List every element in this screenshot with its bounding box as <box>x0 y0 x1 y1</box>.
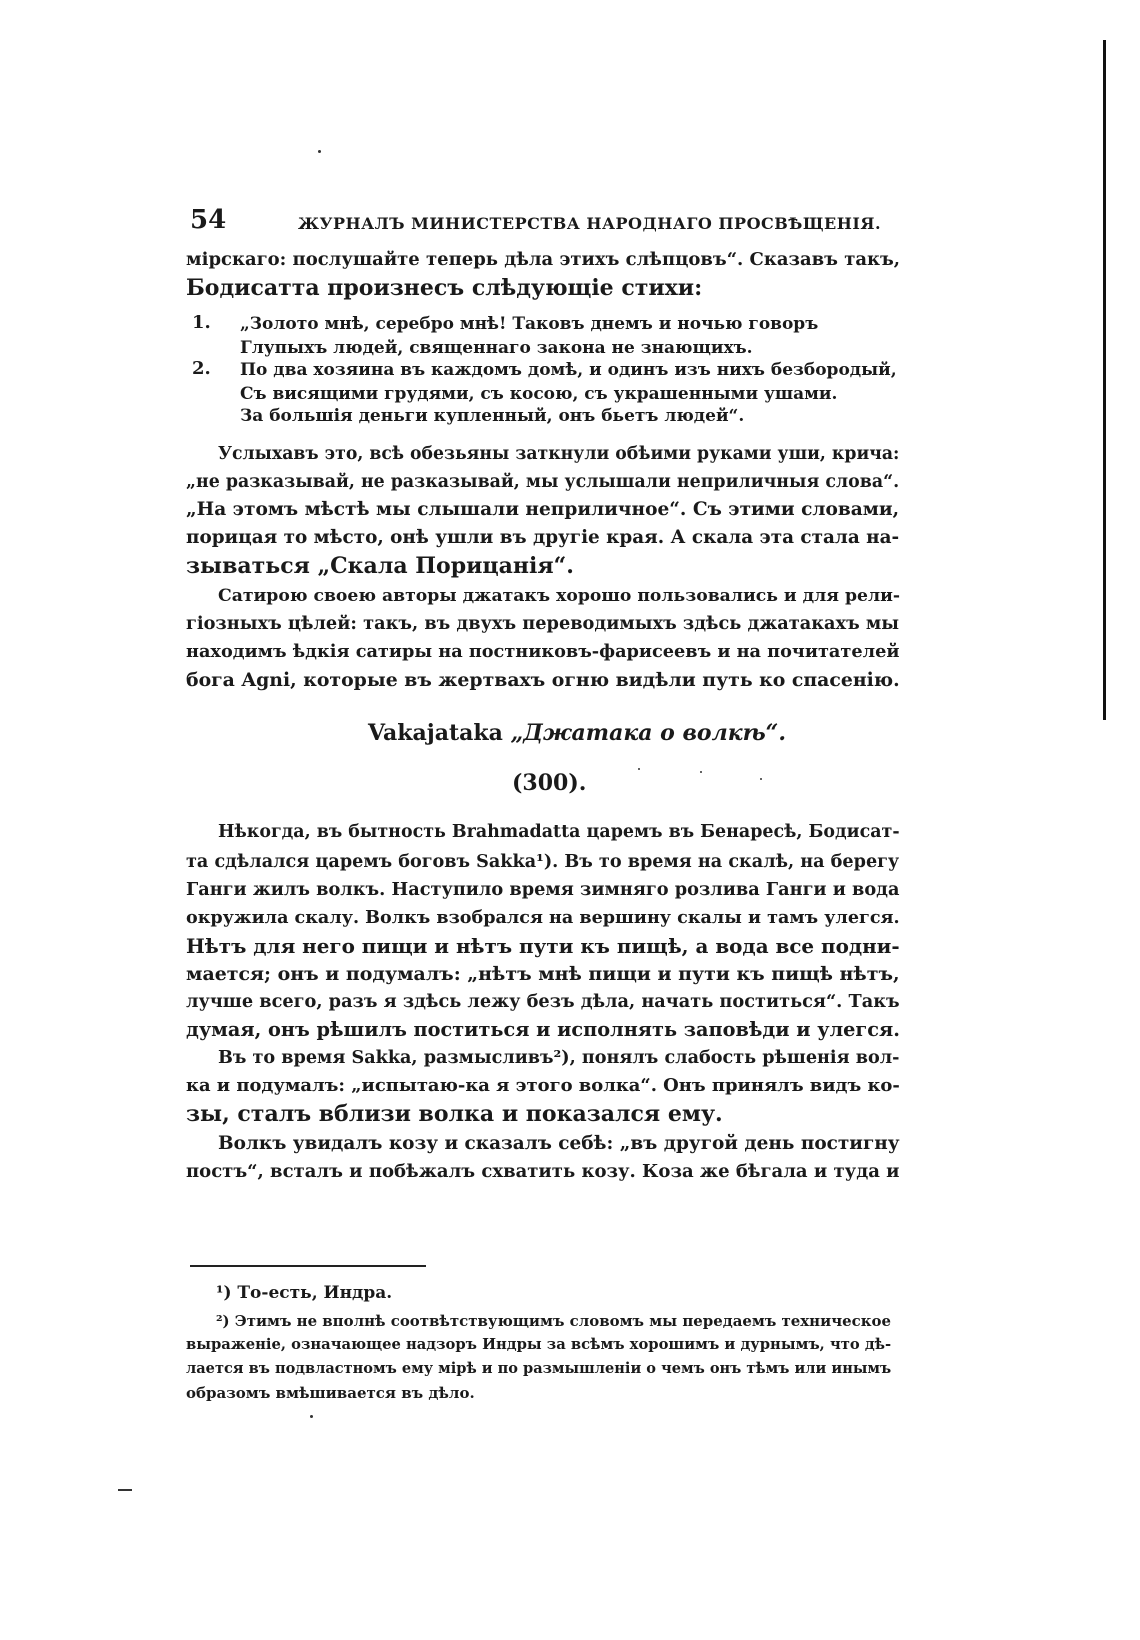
text-line: Сатирою своею авторы джатакъ хорошо пользовались и для рели- <box>218 586 901 606</box>
text-line: окружила скалу. Волкъ взобрался на вершину скалы и тамъ улегся. <box>186 908 900 928</box>
text-line: Нѣтъ для него пищи и нѣтъ пути къ пищѣ, а вода все подни- <box>186 934 900 958</box>
text-line: зы, сталъ вблизи волка и показался ему. <box>186 1101 723 1127</box>
scan-speck <box>638 768 640 770</box>
text-line: гіозныхъ цѣлей: такъ, въ двухъ переводимыхъ здѣсь джатакахъ мы <box>186 613 900 634</box>
text-line: бога Agni, которые въ жертвахъ огню видѣли путь ко спасенію. <box>186 669 900 691</box>
text-line: думая, онъ рѣшилъ поститься и исполнять заповѣди и улегся. <box>186 1018 900 1041</box>
text-line: находимъ ѣдкія сатиры на постниковъ-фарисеевъ и на почитателей <box>186 641 900 662</box>
verse-number: 2. <box>192 358 211 379</box>
running-title: ЖУРНАЛЪ МИНИСТЕРСТВА НАРОДНАГО ПРОСВѢЩЕНІЯ. <box>298 214 882 233</box>
footnote-separator <box>190 1265 426 1267</box>
text-line: мірскаго: послушайте теперь дѣла этихъ слѣпцовъ“. Сказавъ такъ, <box>186 249 901 270</box>
text-line: постъ“, всталъ и побѣжалъ схватить козу. Коза же бѣгала и туда и <box>186 1161 900 1182</box>
text-line: та сдѣлался царемъ боговъ Sakka¹). Въ то время на скалѣ, на берегу <box>186 851 900 872</box>
footnote-line: выраженіе, означающее надзоръ Индры за всѣмъ хорошимъ и дурнымъ, что дѣ- <box>186 1336 892 1353</box>
verse-line: За большія деньги купленный, онъ бьетъ людей“. <box>240 406 745 426</box>
text-line: Услыхавъ это, всѣ обезьяны заткнули обѣими руками уши, крича: <box>218 444 900 464</box>
text-line: мается; онъ и подумалъ: „нѣтъ мнѣ пищи и пути къ пищѣ нѣтъ, <box>186 963 900 985</box>
footnote-line: образомъ вмѣшивается въ дѣло. <box>186 1384 475 1402</box>
jataka-title <box>368 720 786 746</box>
scan-speck <box>700 771 702 773</box>
scan-speck <box>118 1489 132 1491</box>
jataka-title-latin: Vakajataka <box>368 720 503 746</box>
text-line: „На этомъ мѣстѣ мы слышали неприличное“. Съ этими словами, <box>186 499 900 520</box>
scan-speck <box>310 1415 313 1418</box>
text-line: „не разказывай, не разказывай, мы услышали неприличныя слова“. <box>186 472 900 492</box>
footnote-line: лается въ подвластномъ ему мірѣ и по размышленіи о чемъ онъ тѣмъ или инымъ <box>186 1360 892 1377</box>
text-line: Ганги жилъ волкъ. Наступило время зимняго розлива Ганги и вода <box>186 879 900 900</box>
scan-speck <box>760 778 762 780</box>
verse-line: Съ висящими грудями, съ косою, съ украшенными ушами. <box>240 384 838 404</box>
text-line: Въ то время Sakka, размысливъ²), понялъ слабость рѣшенія вол- <box>218 1047 900 1068</box>
verse-number: 1. <box>192 312 211 333</box>
jataka-title-russian: „Джатака о волкѣ“. <box>510 720 786 746</box>
text-line: лучше всего, разъ я здѣсь лежу безъ дѣла, начать поститься“. Такъ <box>186 991 900 1012</box>
verse-line: „Золото мнѣ, серебро мнѣ! Таковъ днемъ и ночью говоръ <box>240 314 819 334</box>
footnote-line: ²) Этимъ не вполнѣ соотвѣтствующимъ словомъ мы передаемъ техническое <box>216 1312 891 1330</box>
footnote-line: ¹) То-есть, Индра. <box>216 1283 393 1303</box>
scan-speck <box>318 150 321 153</box>
text-line: зываться „Скала Порицанія“. <box>186 553 574 579</box>
text-line: порицая то мѣсто, онѣ ушли въ другіе края. А скала эта стала на- <box>186 527 900 548</box>
page-number: 54 <box>190 205 227 235</box>
text-line: Волкъ увидалъ козу и сказалъ себѣ: „въ другой день постигну <box>218 1133 900 1154</box>
page-edge-line <box>1103 40 1106 720</box>
verse-line: Глупыхъ людей, священнаго закона не знающихъ. <box>240 338 753 358</box>
running-header <box>190 205 910 239</box>
verse-line: По два хозяина въ каждомъ домѣ, и одинъ изъ нихъ безбородый, <box>240 360 897 380</box>
text-line: Бодисатта произнесъ слѣдующіе стихи: <box>186 275 703 301</box>
text-line: ка и подумалъ: „испытаю-ка я этого волка“. Онъ принялъ видъ ко- <box>186 1075 900 1096</box>
text-line: Нѣкогда, въ бытность Brahmadatta царемъ въ Бенаресѣ, Бодисат- <box>218 822 900 842</box>
jataka-number: (300). <box>512 770 587 796</box>
